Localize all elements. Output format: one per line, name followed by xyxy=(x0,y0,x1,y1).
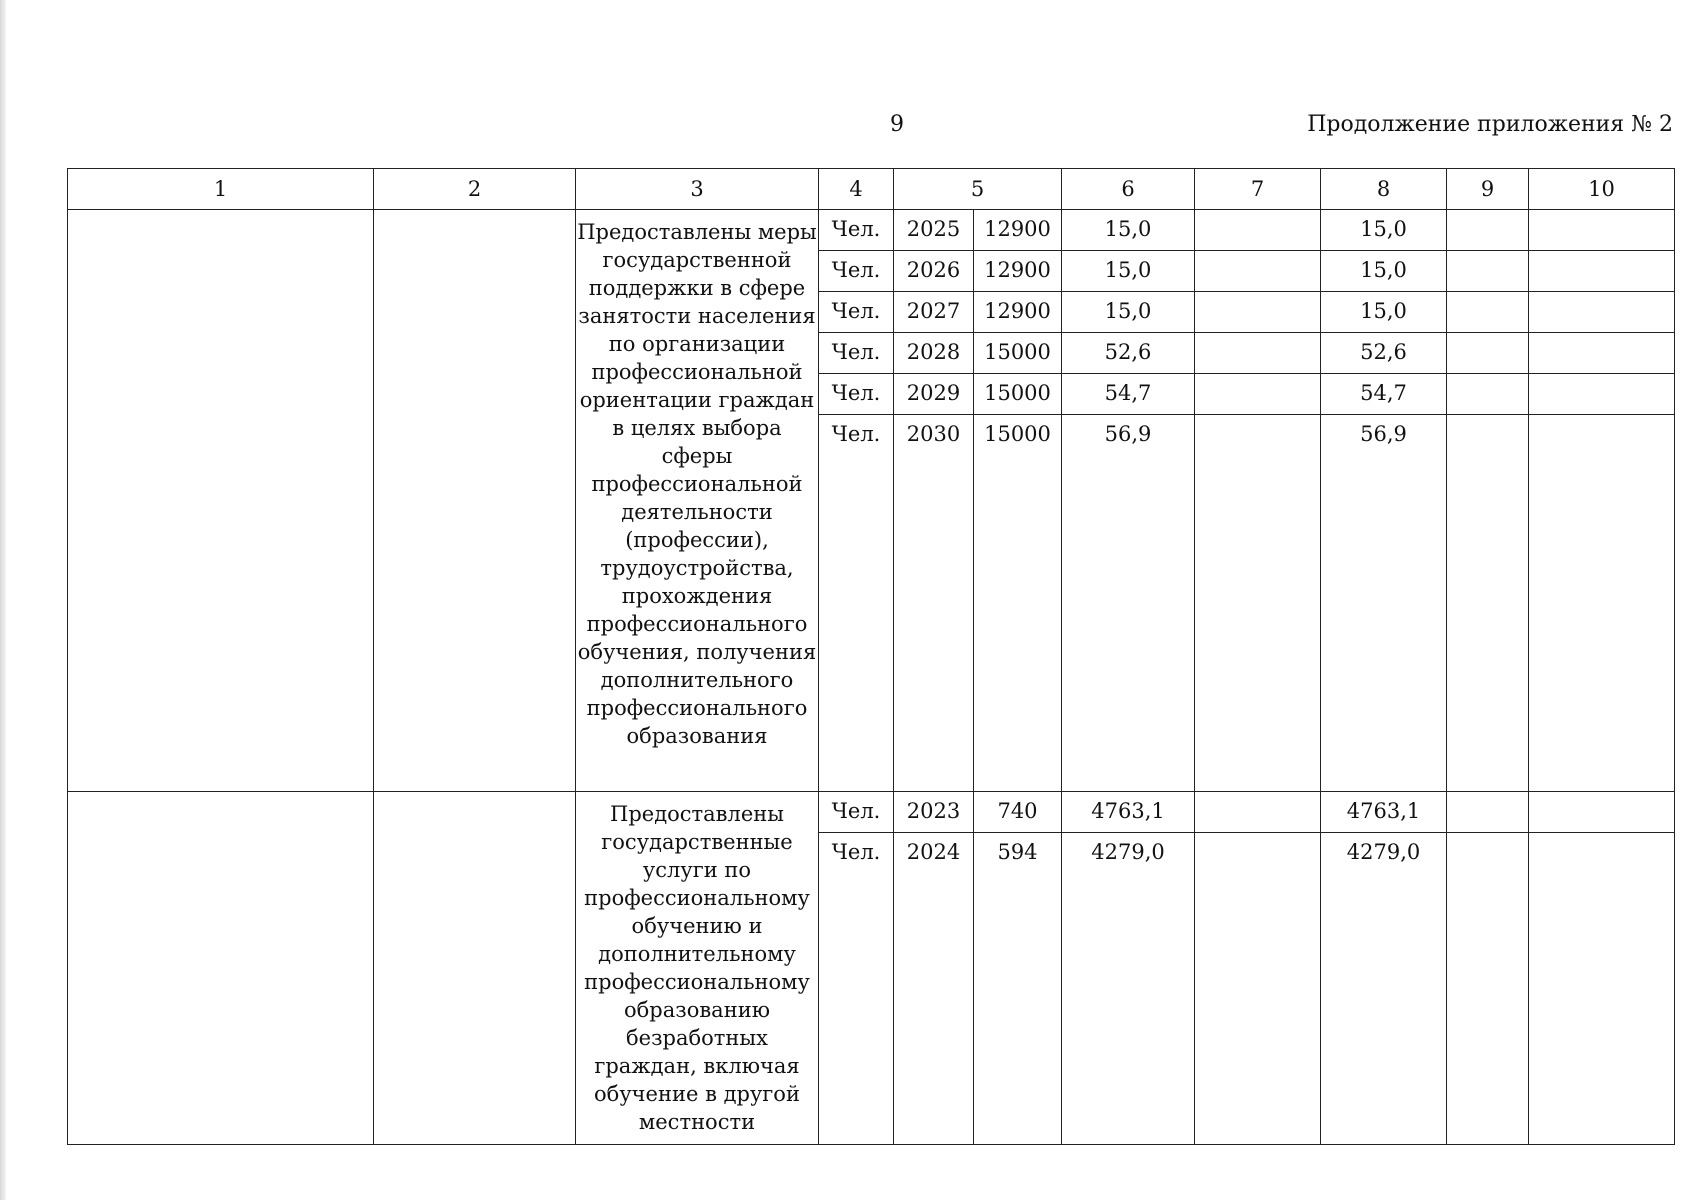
table-row xyxy=(68,792,1675,833)
col7-cell xyxy=(1195,415,1321,792)
header-cell: 6 xyxy=(1062,169,1195,210)
col7-cell xyxy=(1195,210,1321,251)
col9-cell xyxy=(1447,251,1529,292)
col10-cell xyxy=(1529,210,1675,251)
col8-cell: 54,7 xyxy=(1321,374,1447,415)
header-cell: 10 xyxy=(1529,169,1675,210)
year-cell: 2026 xyxy=(894,251,974,292)
col10-cell xyxy=(1529,374,1675,415)
col6-cell: 15,0 xyxy=(1062,251,1195,292)
header-cell: 8 xyxy=(1321,169,1447,210)
col8-cell: 4279,0 xyxy=(1321,833,1447,1145)
col10-cell xyxy=(1529,833,1675,1145)
scan-edge xyxy=(0,0,6,1200)
count-cell: 15000 xyxy=(974,333,1062,374)
col10-cell xyxy=(1529,415,1675,792)
col10-cell xyxy=(1529,333,1675,374)
header-cell: 7 xyxy=(1195,169,1321,210)
header-cell: 9 xyxy=(1447,169,1529,210)
col6-cell: 54,7 xyxy=(1062,374,1195,415)
col9-cell xyxy=(1447,333,1529,374)
col7-cell xyxy=(1195,292,1321,333)
page-number: 9 xyxy=(890,112,904,137)
col6-cell: 56,9 xyxy=(1062,415,1195,792)
col6-cell: 15,0 xyxy=(1062,210,1195,251)
unit-cell: Чел. xyxy=(819,374,894,415)
count-cell: 15000 xyxy=(974,374,1062,415)
col7-cell xyxy=(1195,374,1321,415)
table-row xyxy=(68,210,1675,251)
col9-cell xyxy=(1447,792,1529,833)
count-cell: 15000 xyxy=(974,415,1062,792)
unit-cell: Чел. xyxy=(819,251,894,292)
header-cell: 2 xyxy=(374,169,576,210)
col10-cell xyxy=(1529,292,1675,333)
header-cell: 5 xyxy=(894,169,1062,210)
col9-cell xyxy=(1447,415,1529,792)
count-cell: 594 xyxy=(974,833,1062,1145)
count-cell: 12900 xyxy=(974,210,1062,251)
col8-cell: 4763,1 xyxy=(1321,792,1447,833)
section-2-col1-cell xyxy=(68,792,374,1145)
count-cell: 740 xyxy=(974,792,1062,833)
col6-cell: 15,0 xyxy=(1062,292,1195,333)
year-cell: 2025 xyxy=(894,210,974,251)
year-cell: 2027 xyxy=(894,292,974,333)
section-1-description: Предоставлены меры государственной поддержки в сфере занятости населения по организации профессиональной ориентации граждан в целях выбора сферы профессиональной деятельности (профессии), трудоустройства, прохождения профессионального обучения, получения дополнительного профессионального образования xyxy=(576,210,819,792)
col8-cell: 15,0 xyxy=(1321,251,1447,292)
col6-cell: 4763,1 xyxy=(1062,792,1195,833)
col9-cell xyxy=(1447,292,1529,333)
year-cell: 2029 xyxy=(894,374,974,415)
unit-cell: Чел. xyxy=(819,333,894,374)
col7-cell xyxy=(1195,333,1321,374)
col7-cell xyxy=(1195,792,1321,833)
section-2-description: Предоставлены государственные услуги по профессиональному обучению и дополнительному профессиональному образованию безработных граждан, включая обучение в другой местности xyxy=(576,792,819,1145)
header-cell: 3 xyxy=(576,169,819,210)
col7-cell xyxy=(1195,251,1321,292)
col8-cell: 15,0 xyxy=(1321,210,1447,251)
col10-cell xyxy=(1529,792,1675,833)
col8-cell: 15,0 xyxy=(1321,292,1447,333)
appendix-continuation-note: Продолжение приложения № 2 xyxy=(1307,112,1673,137)
unit-cell: Чел. xyxy=(819,833,894,1145)
col9-cell xyxy=(1447,210,1529,251)
col9-cell xyxy=(1447,833,1529,1145)
header-row xyxy=(68,169,1675,210)
year-cell: 2030 xyxy=(894,415,974,792)
col8-cell: 52,6 xyxy=(1321,333,1447,374)
col10-cell xyxy=(1529,251,1675,292)
header-cell: 4 xyxy=(819,169,894,210)
unit-cell: Чел. xyxy=(819,210,894,251)
appendix-table xyxy=(67,168,1675,1145)
col6-cell: 4279,0 xyxy=(1062,833,1195,1145)
section-1-col2-cell xyxy=(374,210,576,792)
col9-cell xyxy=(1447,374,1529,415)
unit-cell: Чел. xyxy=(819,792,894,833)
col8-cell: 56,9 xyxy=(1321,415,1447,792)
section-2-col2-cell xyxy=(374,792,576,1145)
count-cell: 12900 xyxy=(974,251,1062,292)
unit-cell: Чел. xyxy=(819,415,894,792)
count-cell: 12900 xyxy=(974,292,1062,333)
year-cell: 2023 xyxy=(894,792,974,833)
header-cell: 1 xyxy=(68,169,374,210)
section-1-col1-cell xyxy=(68,210,374,792)
unit-cell: Чел. xyxy=(819,292,894,333)
year-cell: 2028 xyxy=(894,333,974,374)
year-cell: 2024 xyxy=(894,833,974,1145)
col7-cell xyxy=(1195,833,1321,1145)
col6-cell: 52,6 xyxy=(1062,333,1195,374)
